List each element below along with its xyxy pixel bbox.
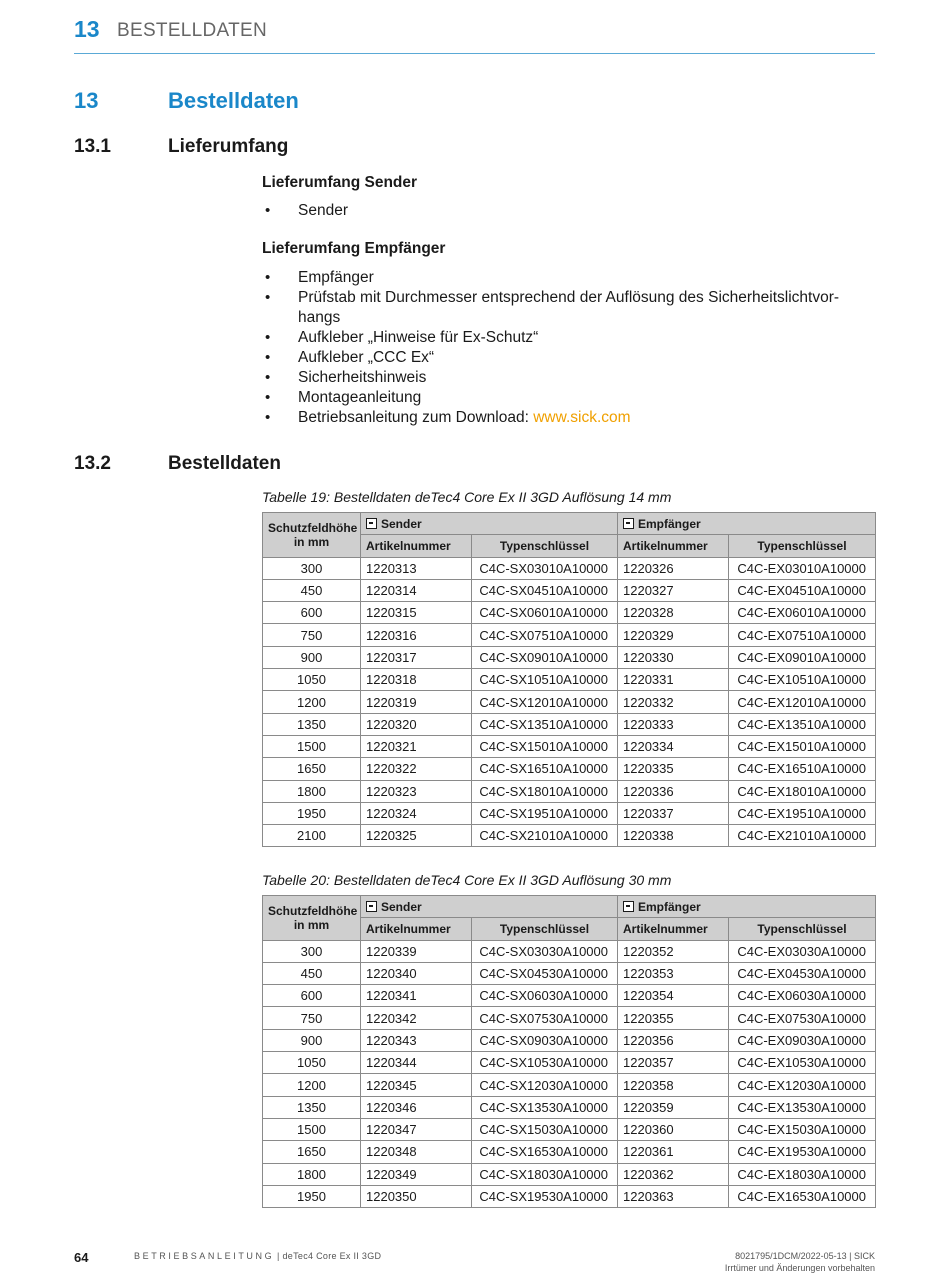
receiver-type-cell: C4C-EX03030A10000 bbox=[729, 940, 876, 962]
receiver-type-cell: C4C-EX18010A10000 bbox=[729, 780, 876, 802]
height-cell: 1350 bbox=[263, 1096, 361, 1118]
receiver-article-cell: 1220356 bbox=[618, 1029, 729, 1051]
receiver-scope-heading: Lieferumfang Empfänger bbox=[262, 240, 446, 257]
sender-article-cell: 1220313 bbox=[361, 557, 472, 579]
list-item: • Montageanleitung bbox=[265, 389, 422, 406]
height-cell: 600 bbox=[263, 985, 361, 1007]
chapter-number: 13 bbox=[74, 88, 99, 113]
section-13-1-number: 13.1 bbox=[74, 136, 111, 157]
list-item: • Aufkleber „CCC Ex“ bbox=[265, 349, 435, 366]
receiver-icon bbox=[623, 518, 634, 529]
running-header-chapter-title: BESTELLDATEN bbox=[117, 20, 268, 41]
sender-article-cell: 1220315 bbox=[361, 602, 472, 624]
sender-article-cell: 1220321 bbox=[361, 735, 472, 757]
list-item: • Sicherheitshinweis bbox=[265, 369, 427, 386]
sender-type-cell: C4C-SX15030A10000 bbox=[472, 1118, 618, 1140]
sender-article-cell: 1220346 bbox=[361, 1096, 472, 1118]
receiver-article-cell: 1220337 bbox=[618, 802, 729, 824]
table-row bbox=[263, 735, 876, 757]
receiver-type-header: Typenschlüssel bbox=[729, 535, 876, 557]
section-13-2-title: Bestelldaten bbox=[168, 453, 281, 474]
height-cell: 1800 bbox=[263, 1163, 361, 1185]
sender-type-cell: C4C-SX12030A10000 bbox=[472, 1074, 618, 1096]
height-cell: 1200 bbox=[263, 691, 361, 713]
height-cell: 750 bbox=[263, 1007, 361, 1029]
list-item: • Empfänger bbox=[265, 269, 374, 286]
table-row bbox=[263, 985, 876, 1007]
height-cell: 600 bbox=[263, 602, 361, 624]
sender-article-header: Artikelnummer bbox=[361, 535, 472, 557]
sender-type-cell: C4C-SX21010A10000 bbox=[472, 825, 618, 847]
sender-article-cell: 1220350 bbox=[361, 1185, 472, 1207]
sender-article-cell: 1220317 bbox=[361, 646, 472, 668]
receiver-type-cell: C4C-EX19530A10000 bbox=[729, 1141, 876, 1163]
table-row bbox=[263, 1052, 876, 1074]
height-cell: 1950 bbox=[263, 1185, 361, 1207]
sender-article-cell: 1220323 bbox=[361, 780, 472, 802]
sender-article-header: Artikelnummer bbox=[361, 918, 472, 940]
footer-document-id: 8021795/1DCM/2022-05-13 | SICK Irrtümer und Änderungen vorbehalten bbox=[724, 1251, 875, 1273]
height-cell: 900 bbox=[263, 1029, 361, 1051]
height-cell: 750 bbox=[263, 624, 361, 646]
receiver-article-cell: 1220363 bbox=[618, 1185, 729, 1207]
receiver-type-cell: C4C-EX03010A10000 bbox=[729, 557, 876, 579]
table-row bbox=[263, 1185, 876, 1207]
receiver-article-cell: 1220352 bbox=[618, 940, 729, 962]
sender-article-cell: 1220325 bbox=[361, 825, 472, 847]
running-header-chapter-number: 13 bbox=[74, 16, 100, 42]
receiver-article-header: Artikelnummer bbox=[618, 918, 729, 940]
receiver-type-cell: C4C-EX09010A10000 bbox=[729, 646, 876, 668]
height-cell: 1200 bbox=[263, 1074, 361, 1096]
sender-article-cell: 1220344 bbox=[361, 1052, 472, 1074]
sender-type-cell: C4C-SX10530A10000 bbox=[472, 1052, 618, 1074]
height-cell: 300 bbox=[263, 557, 361, 579]
table-19-caption: Tabelle 19: Bestelldaten deTec4 Core Ex II 3GD Auflösung 14 mm bbox=[262, 489, 672, 505]
height-column-header: Schutzfeldhöhe in mm bbox=[263, 513, 361, 558]
receiver-article-cell: 1220353 bbox=[618, 962, 729, 984]
receiver-type-cell: C4C-EX04510A10000 bbox=[729, 579, 876, 601]
sender-article-cell: 1220320 bbox=[361, 713, 472, 735]
sender-article-cell: 1220347 bbox=[361, 1118, 472, 1140]
sender-type-cell: C4C-SX04510A10000 bbox=[472, 579, 618, 601]
sender-article-cell: 1220345 bbox=[361, 1074, 472, 1096]
receiver-type-cell: C4C-EX06030A10000 bbox=[729, 985, 876, 1007]
sender-type-header: Typenschlüssel bbox=[472, 535, 618, 557]
height-cell: 1650 bbox=[263, 1141, 361, 1163]
sender-group-header: Sender bbox=[361, 513, 618, 535]
sender-type-cell: C4C-SX12010A10000 bbox=[472, 691, 618, 713]
receiver-type-cell: C4C-EX04530A10000 bbox=[729, 962, 876, 984]
receiver-type-cell: C4C-EX07510A10000 bbox=[729, 624, 876, 646]
receiver-type-cell: C4C-EX10530A10000 bbox=[729, 1052, 876, 1074]
receiver-article-cell: 1220326 bbox=[618, 557, 729, 579]
receiver-icon bbox=[623, 901, 634, 912]
height-cell: 1800 bbox=[263, 780, 361, 802]
sender-type-cell: C4C-SX03030A10000 bbox=[472, 940, 618, 962]
receiver-article-cell: 1220355 bbox=[618, 1007, 729, 1029]
sender-type-cell: C4C-SX16530A10000 bbox=[472, 1141, 618, 1163]
list-item: • Aufkleber „Hinweise für Ex-Schutz“ bbox=[265, 329, 539, 346]
receiver-article-cell: 1220327 bbox=[618, 579, 729, 601]
table-row bbox=[263, 557, 876, 579]
sender-type-cell: C4C-SX03010A10000 bbox=[472, 557, 618, 579]
table-row bbox=[263, 624, 876, 646]
sender-type-cell: C4C-SX19530A10000 bbox=[472, 1185, 618, 1207]
receiver-type-cell: C4C-EX13510A10000 bbox=[729, 713, 876, 735]
sender-scope-heading: Lieferumfang Sender bbox=[262, 174, 418, 191]
sender-article-cell: 1220341 bbox=[361, 985, 472, 1007]
height-column-header: Schutzfeldhöhe in mm bbox=[263, 896, 361, 941]
sender-type-cell: C4C-SX07530A10000 bbox=[472, 1007, 618, 1029]
receiver-type-cell: C4C-EX06010A10000 bbox=[729, 602, 876, 624]
sender-type-cell: C4C-SX06030A10000 bbox=[472, 985, 618, 1007]
receiver-article-cell: 1220332 bbox=[618, 691, 729, 713]
receiver-article-cell: 1220354 bbox=[618, 985, 729, 1007]
receiver-article-header: Artikelnummer bbox=[618, 535, 729, 557]
list-item: • Sender bbox=[265, 202, 348, 219]
height-cell: 1050 bbox=[263, 1052, 361, 1074]
section-13-2-number: 13.2 bbox=[74, 453, 111, 474]
receiver-type-cell: C4C-EX09030A10000 bbox=[729, 1029, 876, 1051]
receiver-article-cell: 1220335 bbox=[618, 758, 729, 780]
sender-type-cell: C4C-SX06010A10000 bbox=[472, 602, 618, 624]
sender-article-cell: 1220348 bbox=[361, 1141, 472, 1163]
receiver-type-cell: C4C-EX16530A10000 bbox=[729, 1185, 876, 1207]
table-row bbox=[263, 579, 876, 601]
list-item: • Betriebsanleitung zum Download: www.sick.com bbox=[265, 409, 631, 426]
receiver-group-header: Empfänger bbox=[618, 513, 876, 535]
table-row bbox=[263, 1163, 876, 1185]
table-20-caption: Tabelle 20: Bestelldaten deTec4 Core Ex II 3GD Auflösung 30 mm bbox=[262, 872, 672, 888]
height-cell: 1950 bbox=[263, 802, 361, 824]
sender-type-cell: C4C-SX16510A10000 bbox=[472, 758, 618, 780]
receiver-type-cell: C4C-EX12010A10000 bbox=[729, 691, 876, 713]
sender-group-header: Sender bbox=[361, 896, 618, 918]
table-row bbox=[263, 669, 876, 691]
sender-type-cell: C4C-SX15010A10000 bbox=[472, 735, 618, 757]
table-row bbox=[263, 1118, 876, 1140]
table-row bbox=[263, 1141, 876, 1163]
sender-type-cell: C4C-SX13510A10000 bbox=[472, 713, 618, 735]
sender-article-cell: 1220342 bbox=[361, 1007, 472, 1029]
table-row bbox=[263, 1096, 876, 1118]
receiver-type-cell: C4C-EX07530A10000 bbox=[729, 1007, 876, 1029]
sender-scope-list bbox=[262, 201, 862, 221]
table-row bbox=[263, 1029, 876, 1051]
receiver-article-cell: 1220328 bbox=[618, 602, 729, 624]
receiver-article-cell: 1220359 bbox=[618, 1096, 729, 1118]
height-cell: 1050 bbox=[263, 669, 361, 691]
height-cell: 1500 bbox=[263, 735, 361, 757]
receiver-article-cell: 1220357 bbox=[618, 1052, 729, 1074]
sender-icon bbox=[366, 901, 377, 912]
height-cell: 300 bbox=[263, 940, 361, 962]
header-divider bbox=[74, 53, 875, 54]
receiver-article-cell: 1220330 bbox=[618, 646, 729, 668]
height-cell: 1500 bbox=[263, 1118, 361, 1140]
table-row bbox=[263, 962, 876, 984]
table-19 bbox=[262, 512, 876, 847]
receiver-article-cell: 1220361 bbox=[618, 1141, 729, 1163]
receiver-group-header: Empfänger bbox=[618, 896, 876, 918]
receiver-type-cell: C4C-EX16510A10000 bbox=[729, 758, 876, 780]
receiver-article-cell: 1220358 bbox=[618, 1074, 729, 1096]
sender-type-cell: C4C-SX07510A10000 bbox=[472, 624, 618, 646]
sender-article-cell: 1220319 bbox=[361, 691, 472, 713]
section-13-1-title: Lieferumfang bbox=[168, 136, 289, 157]
sender-article-cell: 1220314 bbox=[361, 579, 472, 601]
height-cell: 1650 bbox=[263, 758, 361, 780]
sender-type-cell: C4C-SX18030A10000 bbox=[472, 1163, 618, 1185]
receiver-article-cell: 1220329 bbox=[618, 624, 729, 646]
receiver-type-header: Typenschlüssel bbox=[729, 918, 876, 940]
list-item: • Prüfstab mit Durchmesser entsprechend der Auflösung des Sicherheitslichtvor- bbox=[265, 289, 840, 306]
sender-icon bbox=[366, 518, 377, 529]
sender-type-cell: C4C-SX09030A10000 bbox=[472, 1029, 618, 1051]
height-cell: 2100 bbox=[263, 825, 361, 847]
table-row bbox=[263, 1074, 876, 1096]
receiver-type-cell: C4C-EX10510A10000 bbox=[729, 669, 876, 691]
sender-type-cell: C4C-SX18010A10000 bbox=[472, 780, 618, 802]
height-cell: 450 bbox=[263, 962, 361, 984]
receiver-type-cell: C4C-EX15010A10000 bbox=[729, 735, 876, 757]
height-cell: 1350 bbox=[263, 713, 361, 735]
table-20 bbox=[262, 895, 876, 1208]
sender-type-cell: C4C-SX09010A10000 bbox=[472, 646, 618, 668]
receiver-article-cell: 1220362 bbox=[618, 1163, 729, 1185]
table-row bbox=[263, 1007, 876, 1029]
receiver-type-cell: C4C-EX13530A10000 bbox=[729, 1096, 876, 1118]
receiver-type-cell: C4C-EX19510A10000 bbox=[729, 802, 876, 824]
receiver-article-cell: 1220334 bbox=[618, 735, 729, 757]
receiver-article-cell: 1220336 bbox=[618, 780, 729, 802]
receiver-scope-list bbox=[262, 268, 862, 428]
table-row bbox=[263, 646, 876, 668]
receiver-type-cell: C4C-EX15030A10000 bbox=[729, 1118, 876, 1140]
receiver-article-cell: 1220338 bbox=[618, 825, 729, 847]
table-row bbox=[263, 802, 876, 824]
table-row bbox=[263, 602, 876, 624]
sender-article-cell: 1220340 bbox=[361, 962, 472, 984]
footer-document-title: BETRIEBSANLEITUNG | deTec4 Core Ex II 3GD bbox=[134, 1251, 382, 1261]
sender-article-cell: 1220322 bbox=[361, 758, 472, 780]
sender-article-cell: 1220316 bbox=[361, 624, 472, 646]
sender-article-cell: 1220343 bbox=[361, 1029, 472, 1051]
sender-article-cell: 1220324 bbox=[361, 802, 472, 824]
download-link[interactable]: www.sick.com bbox=[533, 409, 631, 426]
table-row bbox=[263, 758, 876, 780]
sender-type-cell: C4C-SX10510A10000 bbox=[472, 669, 618, 691]
page-number: 64 bbox=[74, 1250, 89, 1265]
sender-article-cell: 1220339 bbox=[361, 940, 472, 962]
receiver-type-cell: C4C-EX18030A10000 bbox=[729, 1163, 876, 1185]
receiver-article-cell: 1220360 bbox=[618, 1118, 729, 1140]
sender-article-cell: 1220318 bbox=[361, 669, 472, 691]
table-row bbox=[263, 940, 876, 962]
receiver-type-cell: C4C-EX21010A10000 bbox=[729, 825, 876, 847]
chapter-title: Bestelldaten bbox=[168, 88, 299, 113]
table-row bbox=[263, 691, 876, 713]
height-cell: 450 bbox=[263, 579, 361, 601]
table-row bbox=[263, 825, 876, 847]
receiver-type-cell: C4C-EX12030A10000 bbox=[729, 1074, 876, 1096]
table-row bbox=[263, 780, 876, 802]
sender-type-cell: C4C-SX04530A10000 bbox=[472, 962, 618, 984]
sender-article-cell: 1220349 bbox=[361, 1163, 472, 1185]
sender-type-header: Typenschlüssel bbox=[472, 918, 618, 940]
receiver-article-cell: 1220333 bbox=[618, 713, 729, 735]
height-cell: 900 bbox=[263, 646, 361, 668]
receiver-article-cell: 1220331 bbox=[618, 669, 729, 691]
sender-type-cell: C4C-SX13530A10000 bbox=[472, 1096, 618, 1118]
table-row bbox=[263, 713, 876, 735]
list-item-continuation: hangs bbox=[298, 309, 341, 326]
sender-type-cell: C4C-SX19510A10000 bbox=[472, 802, 618, 824]
